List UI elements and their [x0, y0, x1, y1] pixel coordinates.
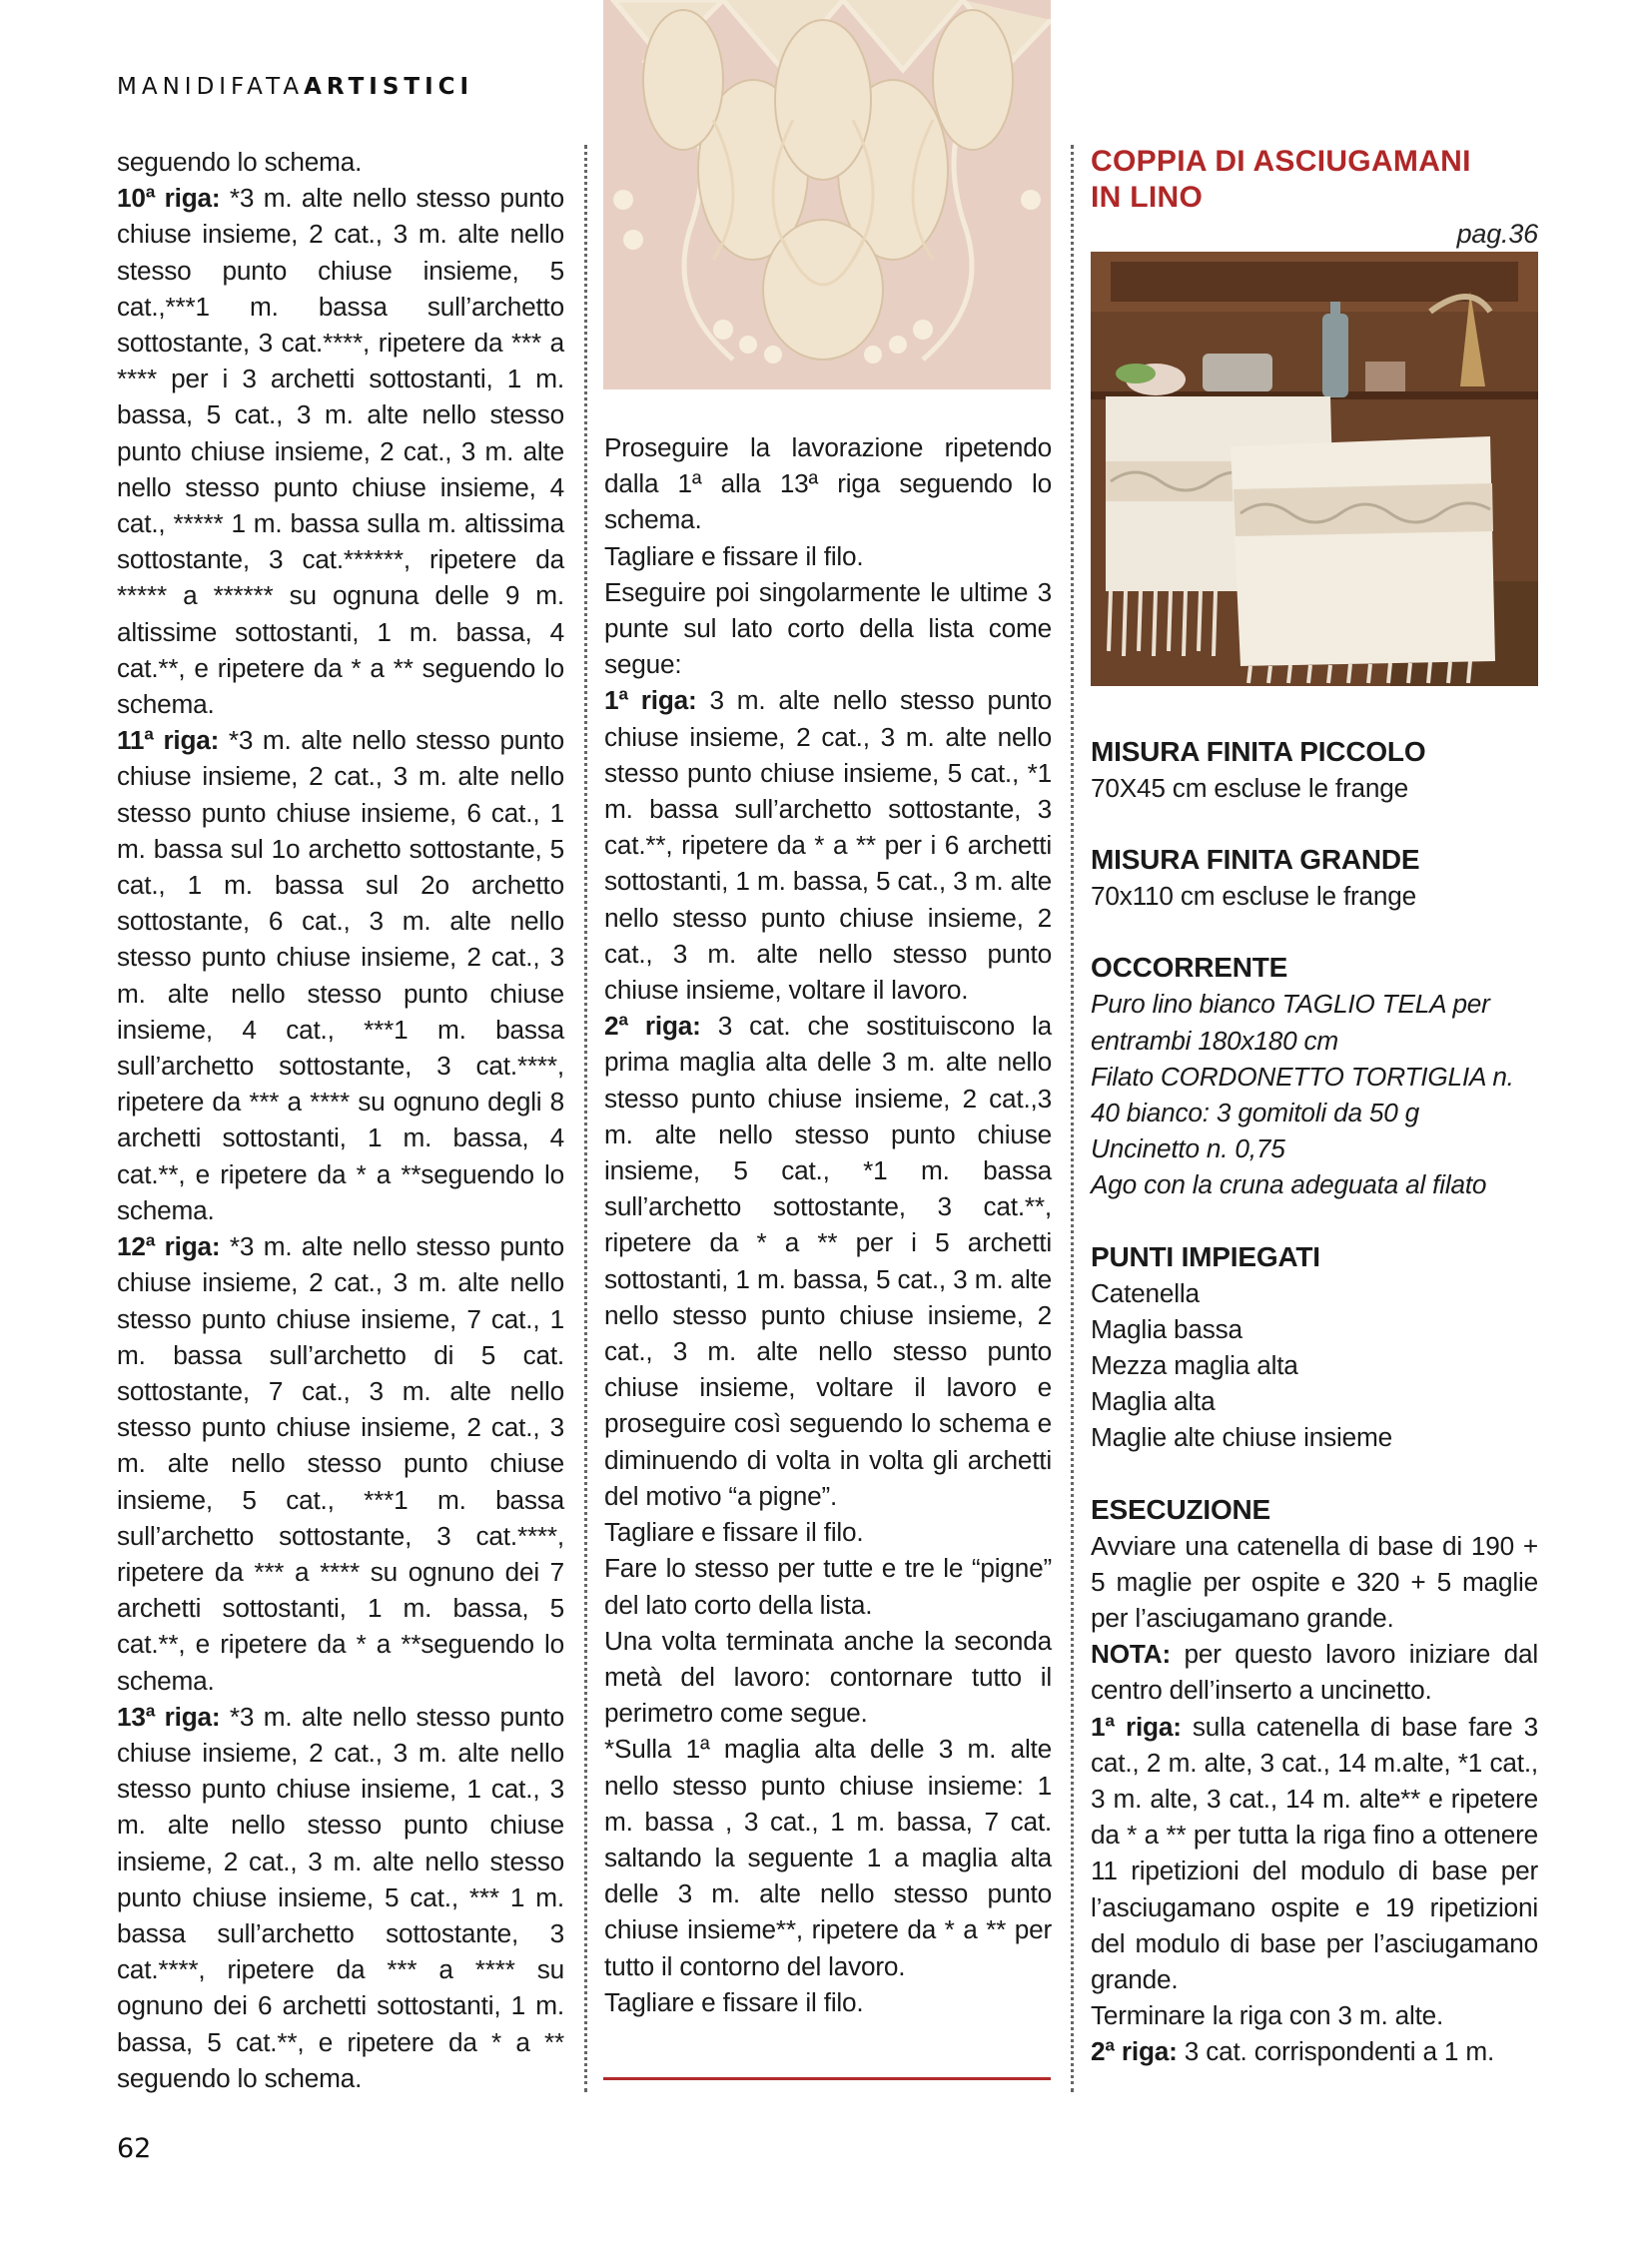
crochet-lace-photo — [603, 0, 1051, 389]
row-label: 2ª riga: — [1091, 2036, 1178, 2067]
paragraph: Tagliare e fissare il filo. — [604, 540, 864, 571]
materials-heading: OCCORRENTE — [1091, 952, 1288, 984]
stitch-item: Catenella — [1091, 1277, 1200, 1308]
note-text: per questo lavoro iniziare dal centro dell’inserto a uncinetto. — [1091, 1639, 1538, 1706]
row-label: 13ª riga: — [117, 1701, 221, 1732]
paragraph: Una volta terminata anche la seconda metà del lavoro: contornare tutto il perimetro come segue. — [604, 1625, 1052, 1729]
magazine-title — [117, 74, 473, 100]
materials-item: Puro lino bianco TAGLIO TELA per entrambi 180x180 cm — [1091, 989, 1490, 1056]
row-11-paragraph — [117, 722, 564, 1228]
size-large-value: 70x110 cm escluse le frange — [1091, 881, 1417, 912]
materials-item: Uncinetto n. 0,75 — [1091, 1133, 1285, 1164]
size-small-value: 70X45 cm escluse le frange — [1091, 773, 1408, 803]
paragraph: Tagliare e fissare il filo. — [604, 1517, 864, 1548]
stitch-item: Maglia bassa — [1091, 1313, 1242, 1344]
row-label: 1ª riga: — [1091, 1711, 1182, 1742]
row-text: 3 m. alte nello stesso punto chiuse insieme, 2 cat., 3 m. alte nello stesso punto chiuse insieme, 5 cat., *1 m. bassa sull’archetto sottostante, 3 cat.**, ripetere da * a ** per i 6 archetti sottostanti, 1 m. bassa, 5 cat., 3 m. alte nello stesso punto chiuse insieme, 2 cat., 3 m. alte nello stesso punto chiuse insieme, voltare il lavoro. — [604, 685, 1052, 1006]
row-1-paragraph — [604, 682, 1052, 1008]
stitch-item: Mezza maglia alta — [1091, 1350, 1298, 1381]
stitches-heading: PUNTI IMPIEGATI — [1091, 1240, 1320, 1272]
article-title-line1: COPPIA DI ASCIUGAMANI — [1091, 145, 1471, 178]
note-paragraph — [1091, 1636, 1538, 1708]
row-10-paragraph — [117, 180, 564, 722]
stitch-item: Maglie alte chiuse insieme — [1091, 1422, 1392, 1453]
row-text: *3 m. alte nello stesso punto chiuse insieme, 2 cat., 3 m. alte nello stesso punto chiuse insieme, 1 cat., 3 m. alte nello stesso punto chiuse insieme, 2 cat., 3 m. alte nello stesso punto chiuse insieme, 5 cat., *** 1 m. bassa sull’archetto sottostante, 3 cat.****, ripetere da *** a **** su ognuno dei 6 archetti sottostanti, 1 m. bassa, 5 cat.**, e ripetere da * a ** seguendo lo schema. — [117, 1701, 564, 2093]
row-1-paragraph — [1091, 1709, 1538, 1998]
row-13-paragraph — [117, 1699, 564, 2096]
column-right — [1091, 144, 1538, 2070]
column-middle — [604, 429, 1052, 2020]
paragraph: Proseguire la lavorazione ripetendo dalla 1ª alla 13ª riga seguendo lo schema. — [604, 432, 1052, 535]
column-separator-right — [1071, 145, 1074, 2092]
towels-photo — [1091, 252, 1538, 686]
materials-item: Ago con la cruna adeguata al filato — [1091, 1169, 1487, 1200]
row-label: 10ª riga: — [117, 183, 221, 214]
page-number: 62 — [117, 2133, 152, 2164]
execution-heading: ESECUZIONE — [1091, 1493, 1271, 1525]
red-rule — [603, 2077, 1051, 2080]
row-text: 3 cat. che sostituiscono la prima maglia alta delle 3 m. alte nello stesso punto chiuse insieme, 2 cat.,3 m. alte nello stesso punto chiuse insieme, 5 cat., *1 m. bassa sull’archetto sottostante, 3 cat.**, ripetere da * a ** per i 5 archetti sottostanti, 1 m. bassa, 5 cat., 3 m. alte nello stesso punto chiuse insieme, 2 cat., 3 m. alte nello stesso punto chiuse insieme, voltare il lavoro e proseguire così seguendo lo schema e diminuendo di volta in volta gli archetti del motivo “a pigne”. — [604, 1011, 1053, 1511]
row-text: 3 cat. corrispondenti a 1 m. — [1177, 2036, 1495, 2067]
page-reference: pag.36 — [1456, 219, 1538, 249]
row-label: 11ª riga: — [117, 725, 220, 756]
article-title-line2: IN LINO — [1091, 181, 1204, 214]
size-large-heading: MISURA FINITA GRANDE — [1091, 844, 1420, 876]
paragraph: seguendo lo schema. — [117, 147, 363, 177]
paragraph: *Sulla 1ª maglia alta delle 3 m. alte nello stesso punto chiuse insieme: 1 m. bassa , 3 cat., 1 m. bassa, 7 cat. saltando la seguente 1 a maglia alta delle 3 m. alte nello stesso punto chiuse insieme**, ripetere da * a ** per tutto il contorno del lavoro. — [604, 1734, 1052, 1981]
row-12-paragraph — [117, 1228, 564, 1699]
column-separator-left — [584, 145, 587, 2092]
paragraph: Tagliare e fissare il filo. — [604, 1986, 864, 2017]
materials-item: Filato CORDONETTO TORTIGLIA n. 40 bianco: 3 gomitoli da 50 g — [1091, 1061, 1514, 1128]
paragraph: Avviare una catenella di base di 190 + 5 maglie per ospite e 320 + 5 maglie per l’asciugamano grande. — [1091, 1530, 1538, 1634]
note-label: NOTA: — [1091, 1639, 1171, 1670]
magazine-title-part1: MANIDIFATA — [117, 74, 305, 100]
magazine-title-part2: ARTISTICI — [304, 74, 474, 100]
row-2-paragraph — [1091, 2033, 1538, 2069]
row-text: sulla catenella di base fare 3 cat., 2 m. alte, 3 cat., 14 m.alte, *1 cat., 3 m. alte, 3 cat., 14 m. alte** e ripetere da * a ** per tutta la riga fino a ottenere 11 ripetizioni del modulo di base per l’asciugamano ospite e 19 ripetizioni del modulo di base per l’asciugamano grande. — [1091, 1711, 1538, 1995]
row-label: 12ª riga: — [117, 1231, 221, 1262]
row-label: 2ª riga: — [604, 1011, 701, 1042]
row-2-paragraph — [604, 1008, 1052, 1514]
stitch-item: Maglia alta — [1091, 1386, 1216, 1417]
row-label: 1ª riga: — [604, 685, 697, 716]
size-small-heading: MISURA FINITA PICCOLO — [1091, 736, 1426, 767]
paragraph: Terminare la riga con 3 m. alte. — [1091, 2000, 1444, 2031]
paragraph: Fare lo stesso per tutte e tre le “pigne” del lato corto della lista. — [604, 1553, 1052, 1620]
paragraph: Eseguire poi singolarmente le ultime 3 punte sul lato corto della lista come segue: — [604, 576, 1052, 680]
row-text: *3 m. alte nello stesso punto chiuse insieme, 2 cat., 3 m. alte nello stesso punto chiuse insieme, 5 cat.,***1 m. bassa sull’archetto sottostante, 3 cat.****, ripetere da *** a **** per i 3 archetti sottostanti, 1 m. bassa, 5 cat., 3 m. alte nello stesso punto chiuse insieme, 2 cat., 3 m. alte nello stesso punto chiuse insieme, 4 cat., ***** 1 m. bassa sulla m. altissima sottostante, 3 cat.******, ripetere da ***** a ****** su ognuna delle 9 m. altissime sottostanti, 1 m. bassa, 4 cat.**, e ripetere da * a ** seguendo lo schema. — [117, 183, 564, 720]
column-left — [117, 144, 564, 2096]
row-text: *3 m. alte nello stesso punto chiuse insieme, 2 cat., 3 m. alte nello stesso punto chiuse insieme, 6 cat., 1 m. bassa sul 1o archetto sottostante, 5 cat., 1 m. bassa sul 2o archetto sottostante, 6 cat., 3 m. alte nello stesso punto chiuse insieme, 2 cat., 3 m. alte nello stesso punto chiuse insieme, 4 cat., ***1 m. bassa sull’archetto sottostante, 3 cat.****, ripetere da *** a **** su ognuno degli 8 archetti sottostanti, 1 m. bassa, 4 cat.**, e ripetere da * a **seguendo lo schema. — [117, 725, 564, 1225]
row-text: *3 m. alte nello stesso punto chiuse insieme, 2 cat., 3 m. alte nello stesso punto chiuse insieme, 7 cat., 1 m. bassa sull’archetto di 5 cat. sottostante, 7 cat., 3 m. alte nello stesso punto chiuse insieme, 2 cat., 3 m. alte nello stesso punto chiuse insieme, 5 cat., ***1 m. bassa sull’archetto sottostante, 3 cat.****, ripetere da *** a **** su ognuno dei 7 archetti sottostanti, 1 m. bassa, 5 cat.**, e ripetere da * a **seguendo lo schema. — [117, 1231, 564, 1696]
